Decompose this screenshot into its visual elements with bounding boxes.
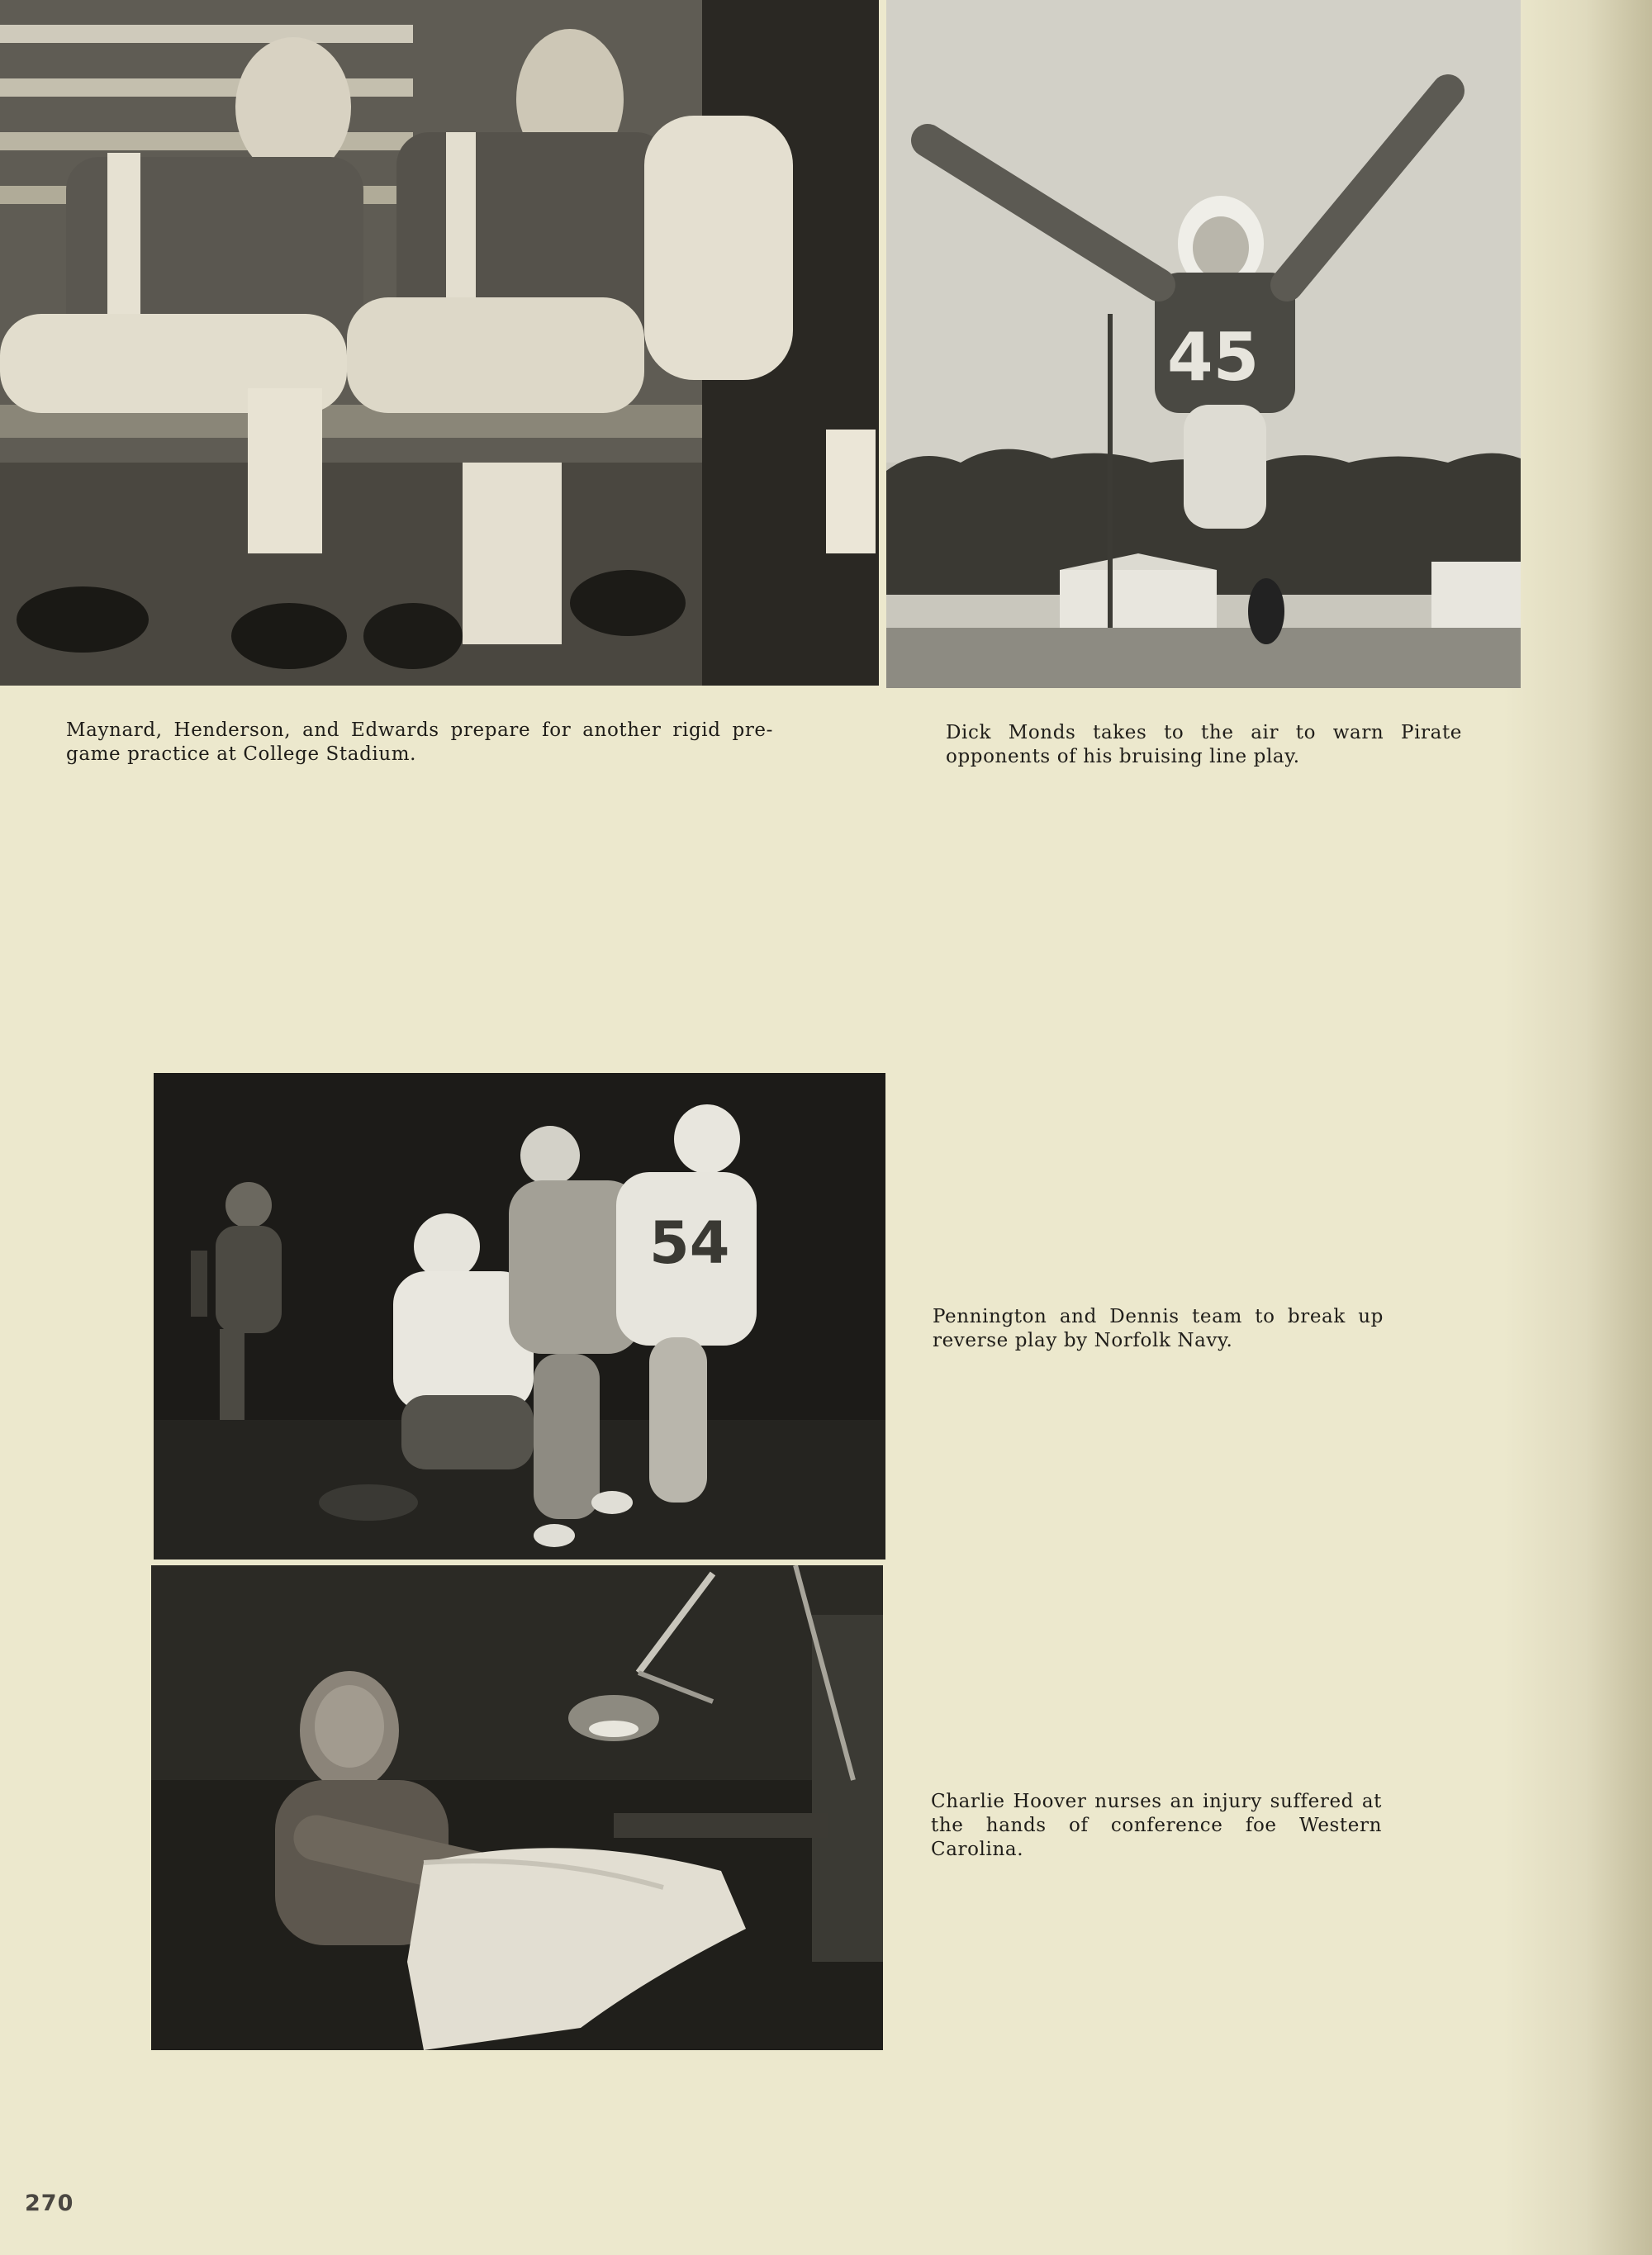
caption-top-left: Maynard, Henderson, and Edwards prepare for another rigid pre-game practice at College Stadium. (66, 719, 773, 765)
photo-players-on-steps (0, 0, 879, 686)
caption-bottom-right: Charlie Hoover nurses an injury suffered at the hands of conference foe Western Carolina. (931, 1791, 1382, 1860)
photo-night-game-tackle (154, 1073, 885, 1560)
photo-charlie-hoover-injury (151, 1565, 883, 2050)
caption-middle-right: Pennington and Dennis team to break up reverse play by Norfolk Navy. (933, 1306, 1384, 1351)
caption-top-right: Dick Monds takes to the air to warn Pirate opponents of his bruising line play. (946, 722, 1462, 767)
page-edge-shadow (1503, 0, 1652, 2255)
photo-dick-monds-leaping (886, 0, 1521, 688)
svg-text:54: 54 (649, 1209, 730, 1277)
svg-text:45: 45 (1167, 319, 1260, 396)
page-number: 270 (25, 2191, 74, 2216)
